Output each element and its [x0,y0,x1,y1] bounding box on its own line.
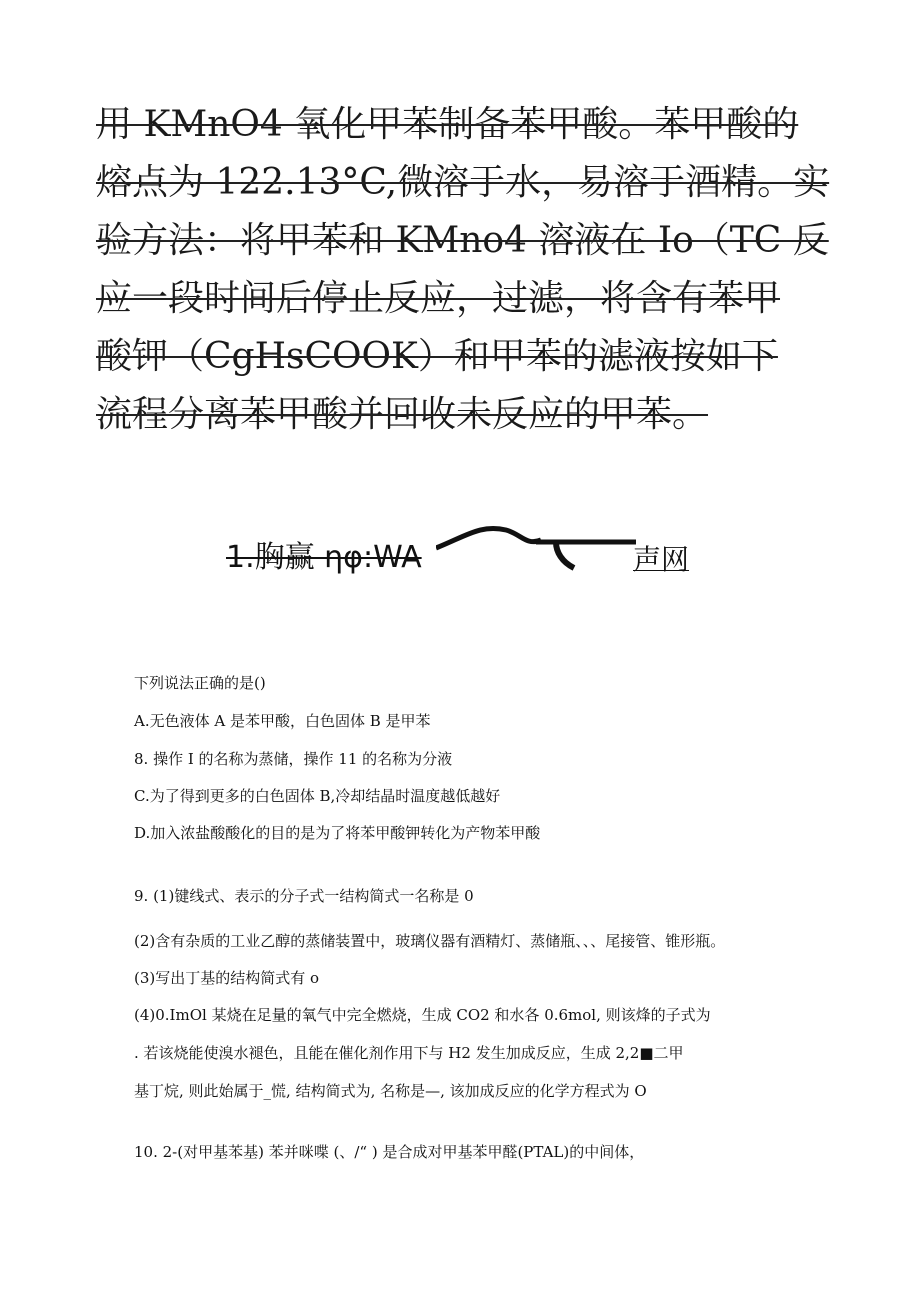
intro-line: 熔点为 122.13°C,微溶于水，易溶于酒精。实 [96,162,830,203]
question-prompt: 下列说法正确的是() [134,674,266,692]
option-b: 8. 操作 I 的名称为蒸储，操作 11 的名称为分液 [134,750,453,768]
option-c: C.为了得到更多的白色固体 B,冷却结晶时温度越低越好 [134,787,501,805]
intro-line: 应一段时间后停止反应，过滤，将含有苯甲 [96,278,781,319]
intro-paragraph [96,96,836,444]
question-9-part-3: (3)写出丁基的结构简式有 o [134,969,320,987]
flowchart-label: 1.胸赢 ηφ:WA [226,540,422,575]
question-9-part-1: 9. (1)键线式、表示的分子式一结构简式一名称是 0 [134,887,474,905]
flowchart-end-label: 声网 [633,543,690,576]
question-9-part-2: (2)含有杂质的工业乙醇的蒸储装置中，玻璃仪器有酒精灯、蒸储瓶、、、尾接管、锥形瓶。 [134,932,726,950]
flowchart-hook-stroke [556,542,574,568]
intro-line: 酸钾（CgHsCOOK）和甲苯的滤液按如下 [96,336,778,377]
option-d: D.加入浓盐酸酸化的目的是为了将苯甲酸钾转化为产物苯甲酸 [134,824,541,842]
flowchart-curve-stroke [436,528,541,548]
option-a: A.无色液体 A 是苯甲酸，白色固体 B 是甲苯 [134,712,431,730]
flowchart-fragment [226,518,706,588]
question-9-part-4-final: 基丁烷, 则此始属于_慌, 结构简式为, 名称是—, 该加成反应的化学方程式为 O [134,1082,647,1100]
question-9-part-4: (4)0.ImOl 某烧在足量的氧气中完全燃烧，生成 CO2 和水各 0.6mol, 则该烽的子式为 [134,1006,711,1024]
question-10: 10. 2-(对甲基苯基) 苯并咪喋 (、/“ ) 是合成对甲基苯甲醛(PTAL)的中间体， [134,1143,645,1161]
intro-line: 验方法：将甲苯和 KMno4 溶液在 Io（TC 反 [96,220,829,261]
intro-line: 流程分离苯甲酸并回收未反应的甲苯。 [96,394,709,435]
question-9-part-4-continued: . 若该烧能使溴水褪色，且能在催化剂作用下与 H2 发生加成反应，生成 2,2■二甲 [134,1044,684,1062]
flowchart-arrow-graphic [436,518,636,578]
intro-line: 用 KMnO4 氧化甲苯制备苯甲酸。苯甲酸的 [96,104,799,145]
